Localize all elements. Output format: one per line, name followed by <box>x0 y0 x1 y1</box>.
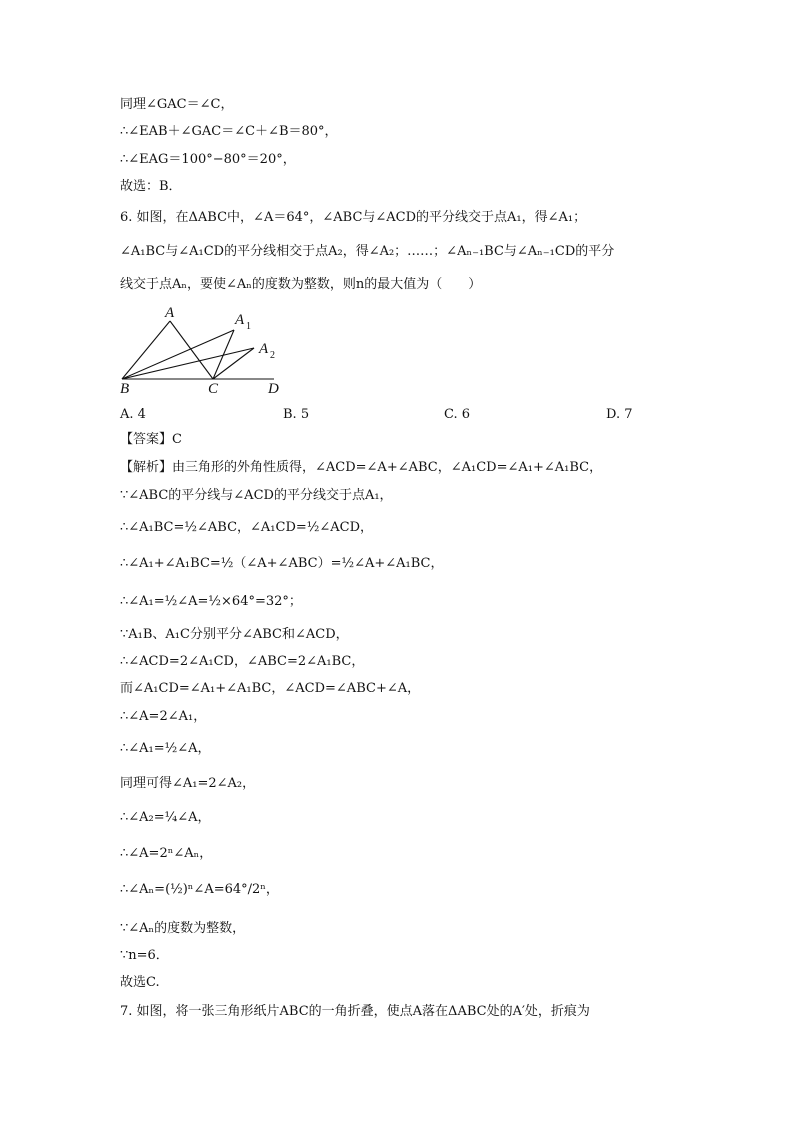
option-d: D. 7 <box>606 407 633 422</box>
label-c: C <box>208 381 219 396</box>
analysis-line-13: ∴∠A=2ⁿ∠Aₙ， <box>120 846 213 861</box>
segment-ba <box>122 321 170 379</box>
analysis-line-9: ∴∠A=2∠A₁， <box>120 709 207 724</box>
triangle-figure <box>118 302 298 396</box>
option-c: C. 6 <box>444 407 471 422</box>
analysis-line-2: ∵∠ABC的平分线与∠ACD的平分线交于点A₁， <box>120 488 393 503</box>
analysis-line-11: 同理可得∠A₁=2∠A₂， <box>120 776 256 791</box>
analysis-line-3: ∴∠A₁BC=½∠ABC，∠A₁CD=½∠ACD， <box>120 520 374 535</box>
question-6-line-2: ∠A₁BC与∠A₁CD的平分线相交于点A₂，得∠A₂；……；∠Aₙ₋₁BC与∠Aₙ₋₁CD的平分 <box>120 244 615 259</box>
line-3: ∴∠EAG＝100°−80°＝20°， <box>120 152 296 167</box>
analysis-line-1: 【解析】由三角形的外角性质得，∠ACD=∠A+∠ABC，∠A₁CD=∠A₁+∠A₁BC， <box>120 460 603 475</box>
analysis-line-8: 而∠A₁CD=∠A₁+∠A₁BC，∠ACD=∠ABC+∠A， <box>120 681 421 696</box>
analysis-line-6: ∵A₁B、A₁C分别平分∠ABC和∠ACD， <box>120 627 349 642</box>
option-b: B. 5 <box>283 407 310 422</box>
question-6-line-3: 线交于点Aₙ，要使∠Aₙ的度数为整数，则n的最大值为（ ） <box>120 277 482 292</box>
label-b: B <box>120 381 130 396</box>
label-a: A <box>165 305 175 321</box>
segment-ac <box>170 321 213 379</box>
analysis-line-16: ∵n=6． <box>120 948 169 963</box>
label-a1-sub: 1 <box>246 321 251 332</box>
analysis-line-17: 故选C. <box>120 975 160 990</box>
label-a2-sub: 2 <box>270 350 275 361</box>
question-7-line-1: 7. 如图，将一张三角形纸片ABC的一角折叠，使点A落在ΔABC处的A′处，折痕为 <box>120 1004 590 1019</box>
label-a1: A <box>235 312 245 328</box>
label-a2: A <box>259 341 269 357</box>
analysis-line-4: ∴∠A₁+∠A₁BC=½（∠A+∠ABC）=½∠A+∠A₁BC， <box>120 556 444 571</box>
question-6-line-1: 6. 如图，在ΔABC中，∠A＝64°，∠ABC与∠ACD的平分线交于点A₁，得∠A₁； <box>120 210 587 225</box>
analysis-line-5: ∴∠A₁=½∠A=½×64°=32°； <box>120 594 302 609</box>
analysis-line-14: ∴∠Aₙ=(½)ⁿ∠A=64°/2ⁿ， <box>120 882 279 897</box>
line-2: ∴∠EAB＋∠GAC＝∠C＋∠B＝80°， <box>120 124 338 139</box>
analysis-line-15: ∵∠Aₙ的度数为整数， <box>120 921 246 936</box>
analysis-line-12: ∴∠A₂=¼∠A， <box>120 810 211 825</box>
line-1: 同理∠GAC＝∠C， <box>120 97 234 112</box>
option-a: A. 4 <box>120 407 146 422</box>
answer-line: 【答案】C <box>120 432 182 447</box>
analysis-line-7: ∴∠ACD=2∠A₁CD，∠ABC=2∠A₁BC， <box>120 654 365 669</box>
line-4: 故选：B． <box>120 179 182 194</box>
analysis-line-10: ∴∠A₁=½∠A， <box>120 741 211 756</box>
segment-ba1 <box>122 330 234 379</box>
label-d: D <box>268 381 279 396</box>
